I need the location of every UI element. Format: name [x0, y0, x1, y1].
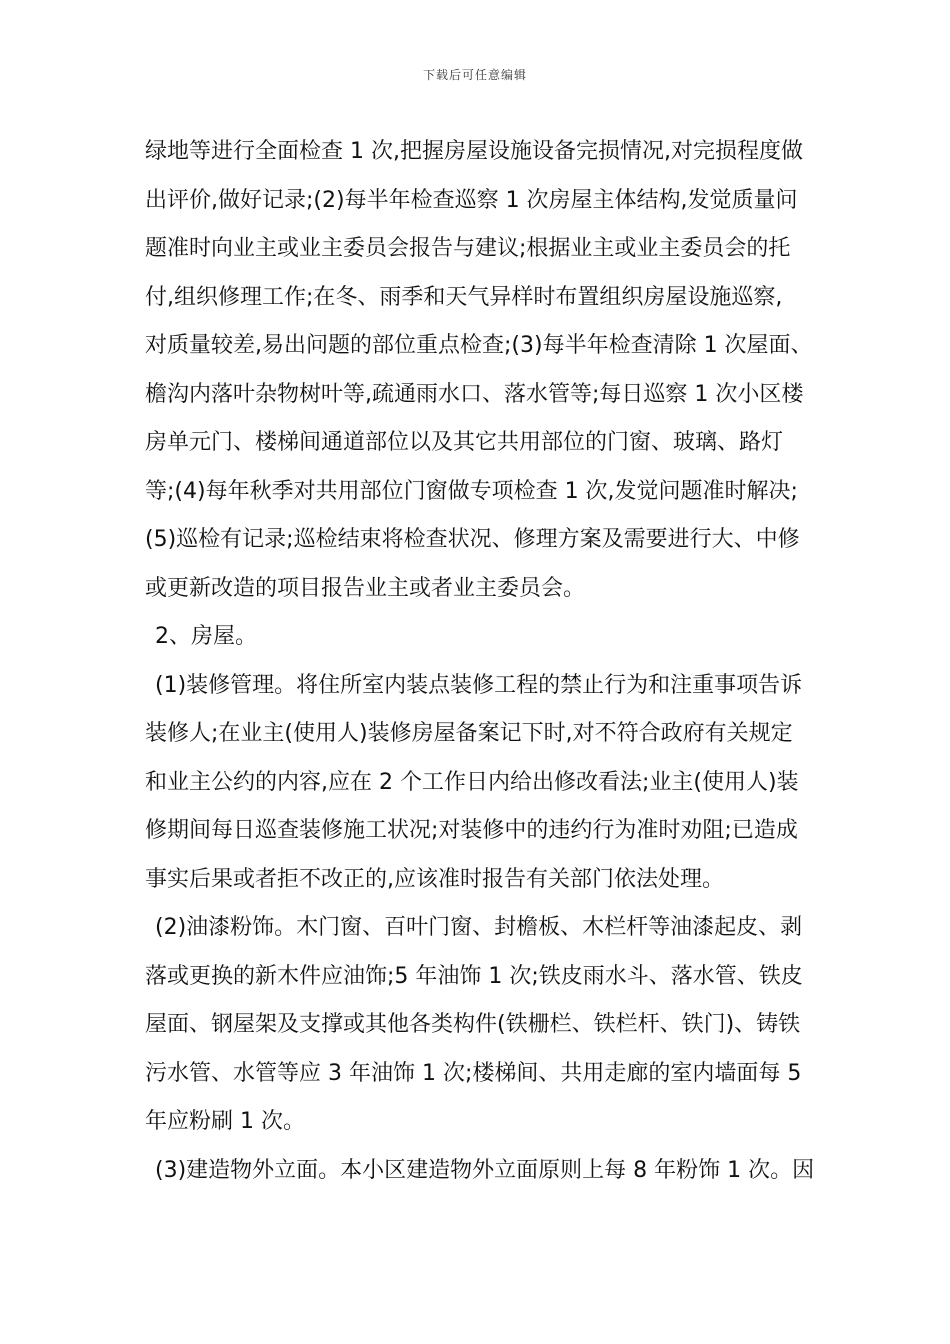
body-line: 修期间每日巡查装修施工状况;对装修中的违约行为准时劝阻;已造成 — [145, 818, 798, 843]
body-line: 檐沟内落叶杂物树叶等,疏通雨水口、落水管等;每日巡察 1 次小区楼 — [145, 381, 804, 407]
body-line: 或更新改造的项目报告业主或者业主委员会。 — [145, 575, 586, 601]
body-line: 污水管、水管等应 3 年油饰 1 次;楼梯间、共用走廊的室内墙面每 5 — [145, 1060, 802, 1086]
body-line: 等;(4)每年秋季对共用部位门窗做专项检查 1 次,发觉问题准时解决; — [145, 478, 798, 504]
body-line: 题准时向业主或业主委员会报告与建议;根据业主或业主委员会的托 — [145, 236, 791, 261]
body-line: 事实后果或者拒不改正的,应该准时报告有关部门依法处理。 — [145, 866, 724, 892]
body-line: (2)油漆粉饰。木门窗、百叶门窗、封檐板、木栏杆等油漆起皮、剥 — [155, 915, 803, 940]
body-line: 对质量较差,易出问题的部位重点检查;(3)每半年检查清除 1 次屋面、 — [145, 333, 813, 358]
body-line: 和业主公约的内容,应在 2 个工作日内给出修改看法;业主(使用人)装 — [145, 769, 799, 795]
document-body — [145, 128, 815, 1195]
body-line: 屋面、钢屋架及支撑或其他各类构件(铁栅栏、铁栏杆、铁门)、铸铁 — [145, 1012, 801, 1037]
body-line: 绿地等进行全面检查 1 次,把握房屋设施设备完损情况,对完损程度做 — [145, 139, 803, 164]
body-line: 落或更换的新木件应油饰;5 年油饰 1 次;铁皮雨水斗、落水管、铁皮 — [145, 963, 803, 989]
body-line: 付,组织修理工作;在冬、雨季和天气异样时布置组织房屋设施巡察, — [145, 284, 783, 310]
section-heading: 2、房屋。 — [155, 624, 257, 649]
body-line: 装修人;在业主(使用人)装修房屋备案记下时,对不符合政府有关规定 — [145, 721, 793, 746]
body-line: 出评价,做好记录;(2)每半年检查巡察 1 次房屋主体结构,发觉质量问 — [145, 187, 798, 213]
body-line: 房单元门、楼梯间通道部位以及其它共用部位的门窗、玻璃、路灯 — [145, 430, 784, 455]
page-header: 下载后可任意编辑 — [422, 68, 527, 82]
body-line: (5)巡检有记录;巡检结束将检查状况、修理方案及需要进行大、中修 — [145, 527, 800, 552]
body-line: 年应粉刷 1 次。 — [145, 1109, 305, 1134]
body-line: (1)装修管理。将住所室内装点装修工程的禁止行为和注重事项告诉 — [155, 672, 803, 698]
body-line: (3)建造物外立面。本小区建造物外立面原则上每 8 年粉饰 1 次。因 — [155, 1157, 815, 1183]
